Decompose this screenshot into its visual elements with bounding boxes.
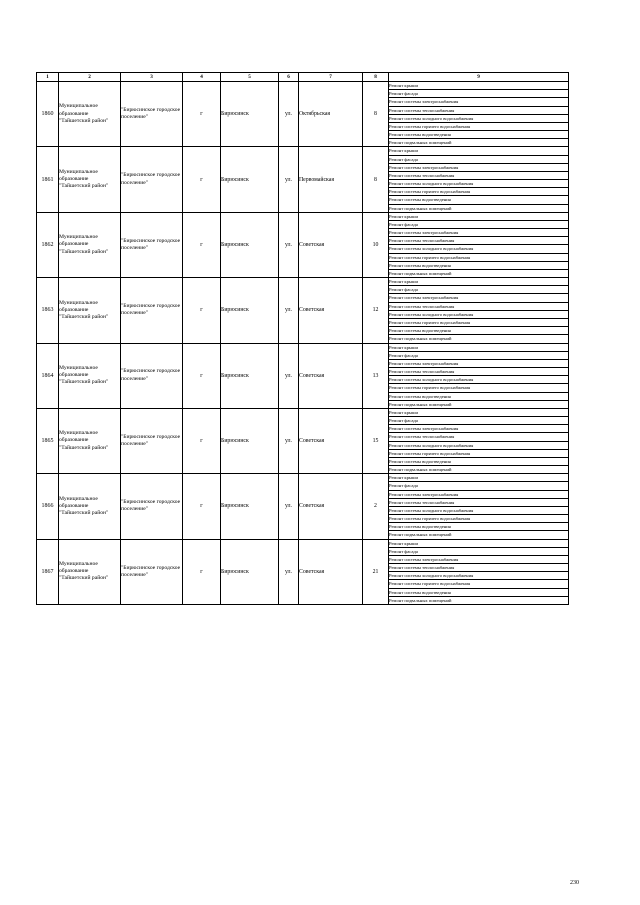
repair-work-cell: Ремонт подвальных помещений (389, 335, 569, 343)
repair-work-cell: Ремонт системы теплоснабжения (389, 106, 569, 114)
repair-work-cell: Ремонт фасада (389, 90, 569, 98)
settlement-type-cell: г (183, 474, 221, 539)
repair-work-cell: Ремонт системы водоотведения (389, 327, 569, 335)
municipality-cell: Муниципальное образование "Тайшетский район" (59, 212, 121, 277)
street-cell: Первомайская (299, 147, 363, 212)
repair-work-cell: Ремонт системы горячего водоснабжения (389, 188, 569, 196)
repair-work-cell: Ремонт крыши (389, 408, 569, 416)
row-number: 1861 (37, 147, 59, 212)
header-cell: 2 (59, 73, 121, 82)
table-row (37, 278, 569, 286)
settlement-cell: "Бирюсинское городское поселение" (121, 343, 183, 408)
street-type-cell: ул. (279, 408, 299, 473)
repair-work-cell: Ремонт системы теплоснабжения (389, 237, 569, 245)
municipality-cell: Муниципальное образование "Тайшетский район" (59, 147, 121, 212)
city-cell: Бирюсинск (221, 147, 279, 212)
repair-work-cell: Ремонт системы холодного водоснабжения (389, 441, 569, 449)
municipality-cell: Муниципальное образование "Тайшетский район" (59, 82, 121, 147)
house-number-cell: 21 (363, 539, 389, 604)
repair-work-cell: Ремонт крыши (389, 539, 569, 547)
repair-work-cell: Ремонт системы горячего водоснабжения (389, 122, 569, 130)
settlement-type-cell: г (183, 539, 221, 604)
street-type-cell: ул. (279, 212, 299, 277)
table-row (37, 147, 569, 155)
street-type-cell: ул. (279, 343, 299, 408)
settlement-cell: "Бирюсинское городское поселение" (121, 539, 183, 604)
house-number-cell: 2 (363, 474, 389, 539)
city-cell: Бирюсинск (221, 343, 279, 408)
header-cell: 1 (37, 73, 59, 82)
house-number-cell: 8 (363, 82, 389, 147)
repair-work-cell: Ремонт подвальных помещений (389, 596, 569, 604)
repair-work-cell: Ремонт подвальных помещений (389, 400, 569, 408)
table-row (37, 539, 569, 547)
repair-work-cell: Ремонт системы теплоснабжения (389, 433, 569, 441)
repair-work-cell: Ремонт фасада (389, 417, 569, 425)
repair-work-cell: Ремонт системы теплоснабжения (389, 302, 569, 310)
header-row (37, 73, 569, 82)
repair-work-cell: Ремонт системы водоотведения (389, 457, 569, 465)
repair-work-cell: Ремонт фасада (389, 351, 569, 359)
repair-work-cell: Ремонт системы холодного водоснабжения (389, 245, 569, 253)
municipality-cell: Муниципальное образование "Тайшетский район" (59, 278, 121, 343)
repair-work-cell: Ремонт крыши (389, 343, 569, 351)
street-type-cell: ул. (279, 474, 299, 539)
city-cell: Бирюсинск (221, 82, 279, 147)
repair-work-cell: Ремонт системы горячего водоснабжения (389, 515, 569, 523)
municipality-cell: Муниципальное образование "Тайшетский район" (59, 408, 121, 473)
street-cell: Октябрьская (299, 82, 363, 147)
repair-work-cell: Ремонт системы холодного водоснабжения (389, 310, 569, 318)
street-type-cell: ул. (279, 539, 299, 604)
repair-work-cell: Ремонт системы теплоснабжения (389, 368, 569, 376)
repair-work-cell: Ремонт крыши (389, 474, 569, 482)
repair-work-cell: Ремонт системы электроснабжения (389, 163, 569, 171)
city-cell: Бирюсинск (221, 408, 279, 473)
repair-work-cell: Ремонт крыши (389, 212, 569, 220)
repair-work-cell: Ремонт системы водоотведения (389, 588, 569, 596)
table-row (37, 212, 569, 220)
municipality-cell: Муниципальное образование "Тайшетский район" (59, 474, 121, 539)
repair-work-cell: Ремонт системы водоотведения (389, 523, 569, 531)
settlement-cell: "Бирюсинское городское поселение" (121, 474, 183, 539)
row-number: 1867 (37, 539, 59, 604)
header-cell: 9 (389, 73, 569, 82)
repair-work-cell: Ремонт системы холодного водоснабжения (389, 572, 569, 580)
house-number-cell: 12 (363, 278, 389, 343)
settlement-type-cell: г (183, 212, 221, 277)
header-cell: 8 (363, 73, 389, 82)
settlement-cell: "Бирюсинское городское поселение" (121, 278, 183, 343)
repair-work-cell: Ремонт системы горячего водоснабжения (389, 318, 569, 326)
repair-work-cell: Ремонт фасада (389, 155, 569, 163)
table-row (37, 343, 569, 351)
repair-work-cell: Ремонт системы электроснабжения (389, 359, 569, 367)
city-cell: Бирюсинск (221, 278, 279, 343)
repair-work-cell: Ремонт фасада (389, 220, 569, 228)
settlement-cell: "Бирюсинское городское поселение" (121, 408, 183, 473)
header-cell: 4 (183, 73, 221, 82)
settlement-cell: "Бирюсинское городское поселение" (121, 82, 183, 147)
street-cell: Советская (299, 408, 363, 473)
street-type-cell: ул. (279, 82, 299, 147)
repair-work-cell: Ремонт системы холодного водоснабжения (389, 180, 569, 188)
house-number-cell: 10 (363, 212, 389, 277)
street-cell: Советская (299, 212, 363, 277)
house-number-cell: 13 (363, 343, 389, 408)
repair-work-cell: Ремонт системы водоотведения (389, 261, 569, 269)
header-cell: 5 (221, 73, 279, 82)
house-number-cell: 15 (363, 408, 389, 473)
repair-work-cell: Ремонт системы электроснабжения (389, 490, 569, 498)
repair-work-cell: Ремонт системы теплоснабжения (389, 498, 569, 506)
municipality-cell: Муниципальное образование "Тайшетский район" (59, 343, 121, 408)
city-cell: Бирюсинск (221, 212, 279, 277)
house-number-cell: 8 (363, 147, 389, 212)
repair-work-cell: Ремонт фасада (389, 482, 569, 490)
header-cell: 3 (121, 73, 183, 82)
street-cell: Советская (299, 474, 363, 539)
settlement-cell: "Бирюсинское городское поселение" (121, 212, 183, 277)
street-cell: Советская (299, 343, 363, 408)
repair-work-cell: Ремонт системы теплоснабжения (389, 564, 569, 572)
repair-work-cell: Ремонт системы электроснабжения (389, 555, 569, 563)
repair-work-cell: Ремонт системы горячего водоснабжения (389, 449, 569, 457)
repair-work-cell: Ремонт подвальных помещений (389, 269, 569, 277)
settlement-type-cell: г (183, 147, 221, 212)
repair-work-cell: Ремонт фасада (389, 286, 569, 294)
header-cell: 7 (299, 73, 363, 82)
repair-work-cell: Ремонт системы холодного водоснабжения (389, 376, 569, 384)
row-number: 1862 (37, 212, 59, 277)
repair-work-cell: Ремонт крыши (389, 82, 569, 90)
repair-work-cell: Ремонт подвальных помещений (389, 204, 569, 212)
repair-work-cell: Ремонт крыши (389, 147, 569, 155)
repair-work-cell: Ремонт подвальных помещений (389, 466, 569, 474)
housing-register-table (36, 72, 569, 605)
table-row (37, 82, 569, 90)
repair-work-cell: Ремонт системы холодного водоснабжения (389, 506, 569, 514)
row-number: 1863 (37, 278, 59, 343)
page-number: 230 (570, 880, 579, 886)
repair-work-cell: Ремонт системы электроснабжения (389, 229, 569, 237)
street-type-cell: ул. (279, 278, 299, 343)
settlement-type-cell: г (183, 343, 221, 408)
repair-work-cell: Ремонт системы холодного водоснабжения (389, 114, 569, 122)
row-number: 1864 (37, 343, 59, 408)
header-cell: 6 (279, 73, 299, 82)
street-type-cell: ул. (279, 147, 299, 212)
repair-work-cell: Ремонт подвальных помещений (389, 531, 569, 539)
settlement-type-cell: г (183, 82, 221, 147)
repair-work-cell: Ремонт подвальных помещений (389, 139, 569, 147)
street-cell: Советская (299, 539, 363, 604)
settlement-type-cell: г (183, 278, 221, 343)
table-body (37, 82, 569, 605)
municipality-cell: Муниципальное образование "Тайшетский район" (59, 539, 121, 604)
repair-work-cell: Ремонт системы водоотведения (389, 131, 569, 139)
repair-work-cell: Ремонт системы горячего водоснабжения (389, 384, 569, 392)
row-number: 1860 (37, 82, 59, 147)
settlement-type-cell: г (183, 408, 221, 473)
row-number: 1866 (37, 474, 59, 539)
repair-work-cell: Ремонт системы горячего водоснабжения (389, 253, 569, 261)
settlement-cell: "Бирюсинское городское поселение" (121, 147, 183, 212)
repair-work-cell: Ремонт системы теплоснабжения (389, 171, 569, 179)
repair-work-cell: Ремонт системы водоотведения (389, 196, 569, 204)
repair-work-cell: Ремонт системы электроснабжения (389, 294, 569, 302)
table-row (37, 408, 569, 416)
repair-work-cell: Ремонт фасада (389, 547, 569, 555)
row-number: 1865 (37, 408, 59, 473)
city-cell: Бирюсинск (221, 539, 279, 604)
repair-work-cell: Ремонт системы электроснабжения (389, 98, 569, 106)
repair-work-cell: Ремонт системы электроснабжения (389, 425, 569, 433)
repair-work-cell: Ремонт системы водоотведения (389, 392, 569, 400)
table-row (37, 474, 569, 482)
street-cell: Советская (299, 278, 363, 343)
city-cell: Бирюсинск (221, 474, 279, 539)
repair-work-cell: Ремонт системы горячего водоснабжения (389, 580, 569, 588)
repair-work-cell: Ремонт крыши (389, 278, 569, 286)
